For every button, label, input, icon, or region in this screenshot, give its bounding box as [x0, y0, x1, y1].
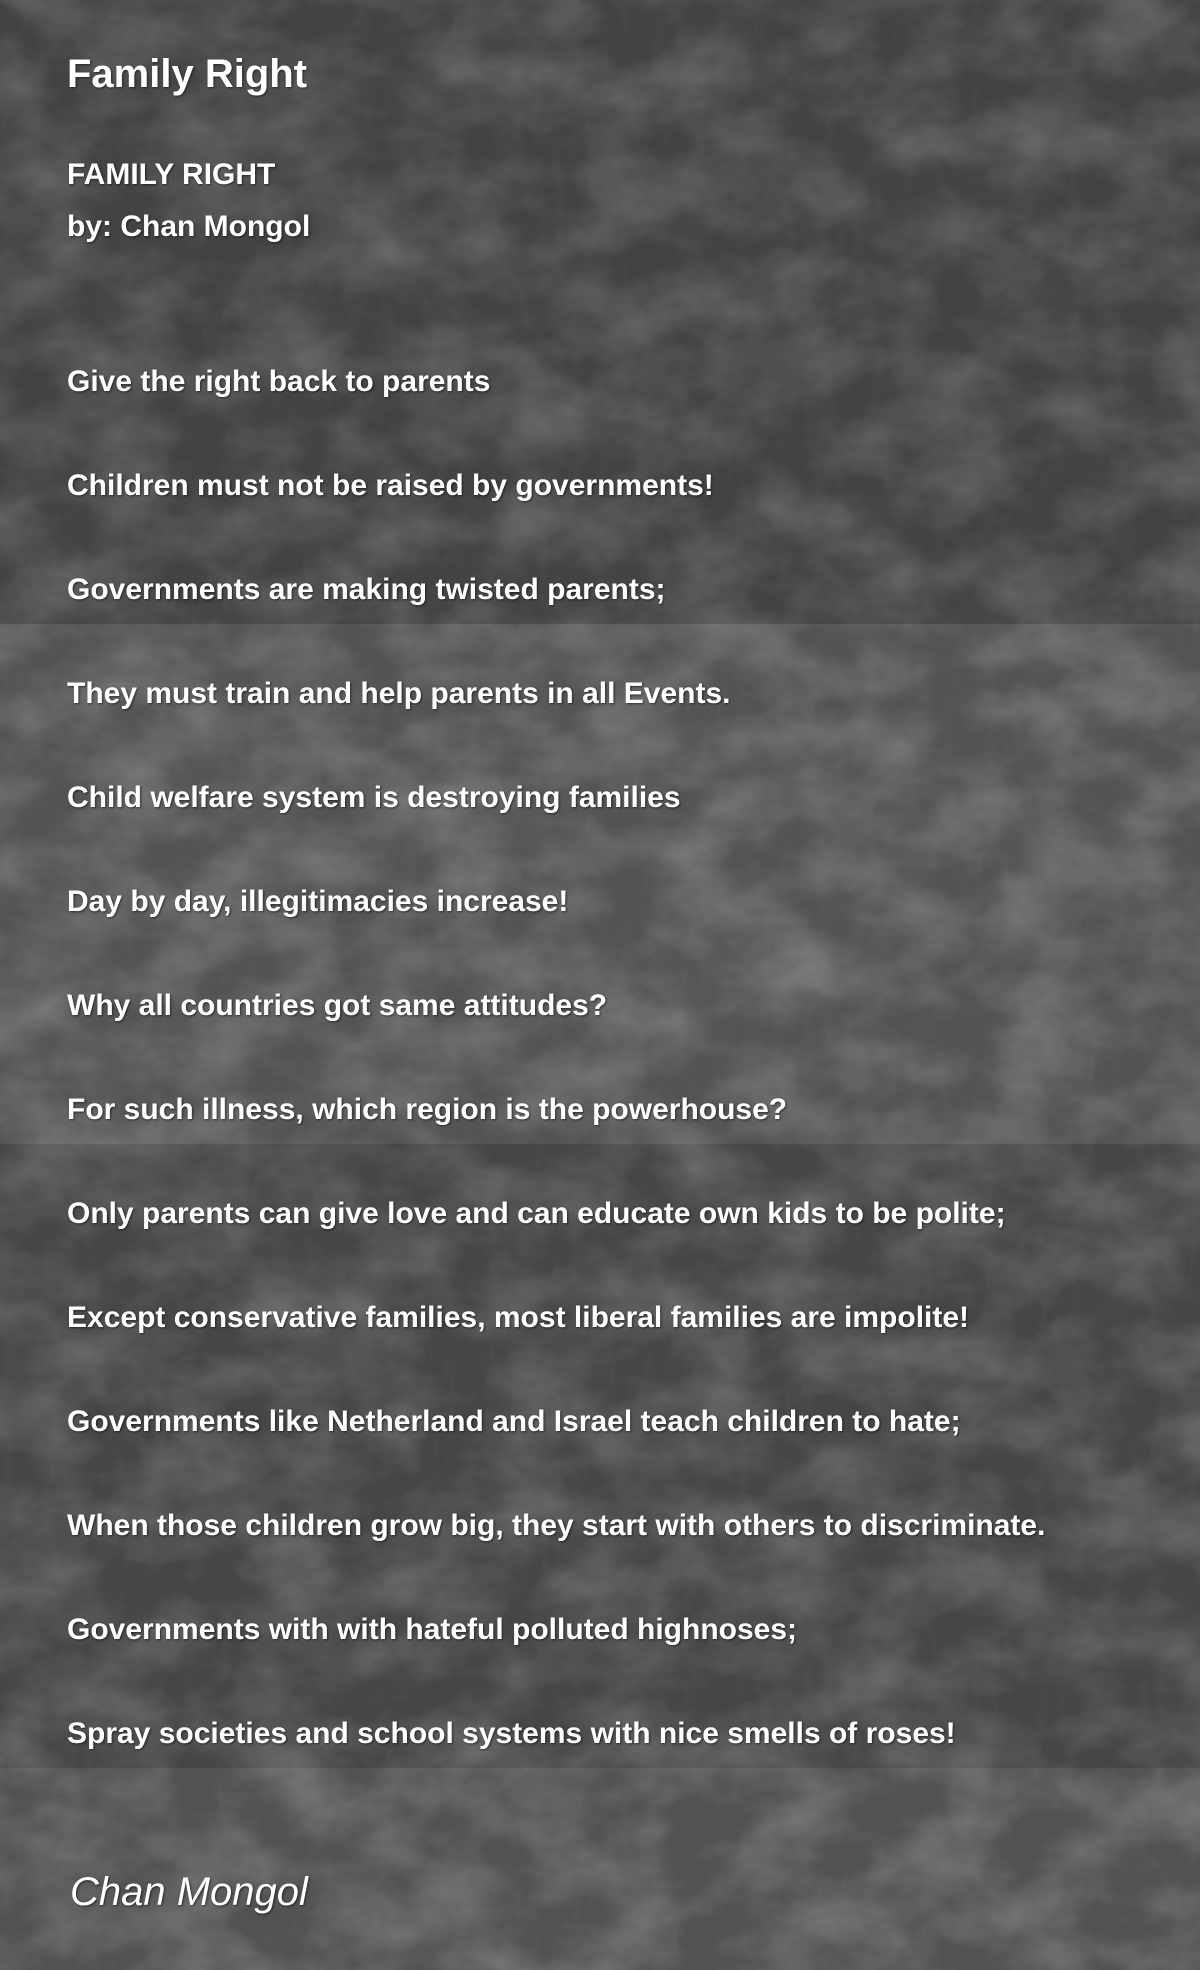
poem-line: Spray societies and school systems with nice smells of roses! — [67, 1717, 956, 1750]
poem-line: When those children grow big, they start with others to discriminate. — [67, 1509, 1046, 1542]
poem-line: Except conservative families, most liberal families are impolite! — [67, 1301, 970, 1334]
poem-line: Only parents can give love and can educate own kids to be polite; — [67, 1197, 1006, 1230]
poem-line: Children must not be raised by governments! — [67, 469, 714, 502]
texture-band — [0, 1144, 1200, 1768]
poem-line: For such illness, which region is the powerhouse? — [67, 1093, 788, 1126]
poem-line: Child welfare system is destroying families — [67, 781, 681, 814]
poem-line: Governments with with hateful polluted highnoses; — [67, 1613, 798, 1646]
poem-line: They must train and help parents in all Events. — [67, 677, 731, 710]
poem-line: Give the right back to parents — [67, 365, 491, 398]
page-title: Family Right — [67, 52, 308, 96]
texture-band — [0, 1768, 1200, 1970]
poem-line: Governments like Netherland and Israel teach children to hate; — [67, 1405, 961, 1438]
poem-line: Governments are making twisted parents; — [67, 573, 666, 606]
author-signature: Chan Mongol — [70, 1870, 308, 1914]
poem-heading: FAMILY RIGHT — [67, 158, 276, 191]
poem-byline: by: Chan Mongol — [67, 210, 311, 243]
poem-line: Why all countries got same attitudes? — [67, 989, 608, 1022]
poem-line: Day by day, illegitimacies increase! — [67, 885, 569, 918]
